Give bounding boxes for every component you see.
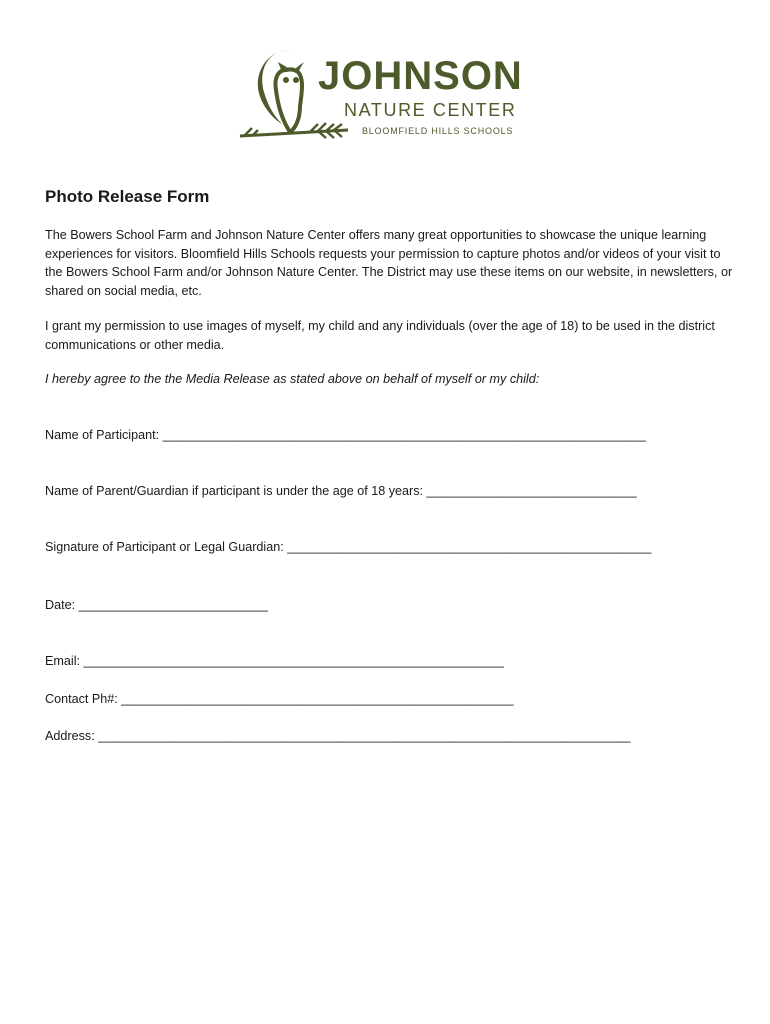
logo-organization: BLOOMFIELD HILLS SCHOOLS <box>362 126 514 136</box>
contact-phone-field[interactable]: Contact Ph#: ________________________________________________________ <box>45 692 514 706</box>
address-field[interactable]: Address: ____________________________________________________________________________ <box>45 729 631 743</box>
signature-field[interactable]: Signature of Participant or Legal Guardian: ____________________________________________________ <box>45 540 652 554</box>
logo-title: JOHNSON <box>318 54 523 98</box>
logo-subtitle: NATURE CENTER <box>344 100 517 120</box>
form-title: Photo Release Form <box>45 187 210 206</box>
participant-name-field[interactable]: Name of Participant: _____________________________________________________________________ <box>45 428 646 442</box>
date-field[interactable]: Date: ___________________________ <box>45 598 268 612</box>
permission-paragraph: I grant my permission to use images of myself, my child and any individuals (over the age of 18) to be used in the district communications or other media. <box>45 319 715 352</box>
intro-paragraph: The Bowers School Farm and Johnson Nature Center offers many great opportunities to showcase the unique learning experiences for visitors. Bloomfield Hills Schools requests your permission to capture photos and/or videos of your visit to the Bowers School Farm and/or Johnson Nature Center. The District may use these items on our website, in newsletters, or shared on social media, etc. <box>45 228 733 298</box>
agreement-statement: I hereby agree to the the Media Release as stated above on behalf of myself or my child: <box>45 372 540 386</box>
johnson-nature-center-logo <box>238 44 538 146</box>
email-field[interactable]: Email: ____________________________________________________________ <box>45 654 504 668</box>
parent-guardian-name-field[interactable]: Name of Parent/Guardian if participant is under the age of 18 years: ______________________________ <box>45 484 637 498</box>
